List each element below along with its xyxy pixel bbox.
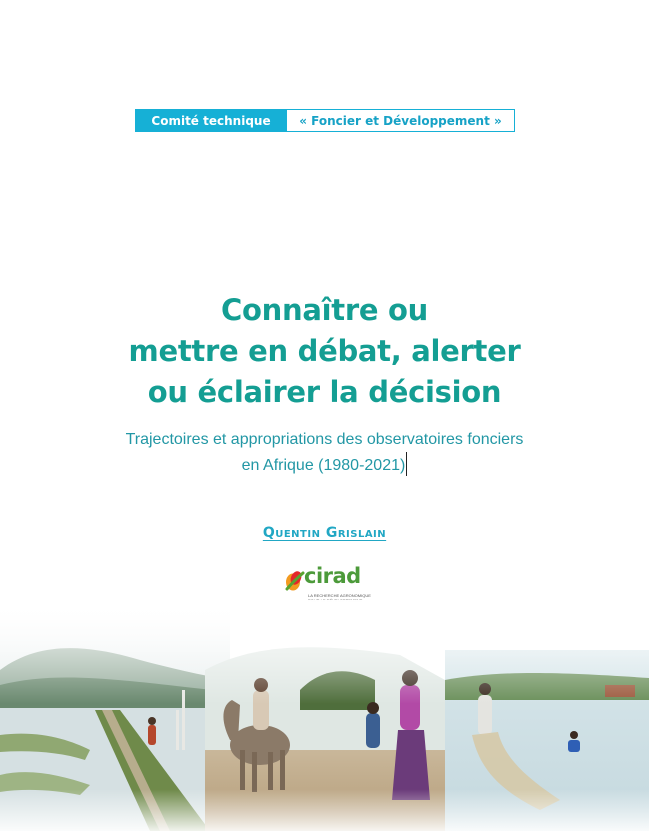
logo-wordmark: cirad [304,564,361,588]
cover-photo-collage [0,600,649,831]
badge-committee-label: Comité technique [135,109,287,132]
logo-tagline-line: LA RECHERCHE AGRONOMIQUE [308,593,371,598]
document-title [0,290,649,413]
title-line: Connaître ou [221,293,428,327]
subtitle-line: en Afrique (1980-2021) [241,457,406,474]
title-line: ou éclairer la décision [147,375,502,409]
subtitle-line-wrap [0,452,649,478]
badge-committee-name: « Foncier et Développement » [287,109,515,132]
document-subtitle [0,428,649,478]
text-cursor [406,452,407,476]
committee-badge [135,109,515,132]
title-line: mettre en débat, alerter [128,334,521,368]
subtitle-line: Trajectoires et appropriations des observatoires fonciers [125,431,524,448]
author-name-link[interactable]: Quentin Grislain [262,525,387,541]
author-block [0,524,649,542]
cirad-leaf-icon [284,569,306,593]
